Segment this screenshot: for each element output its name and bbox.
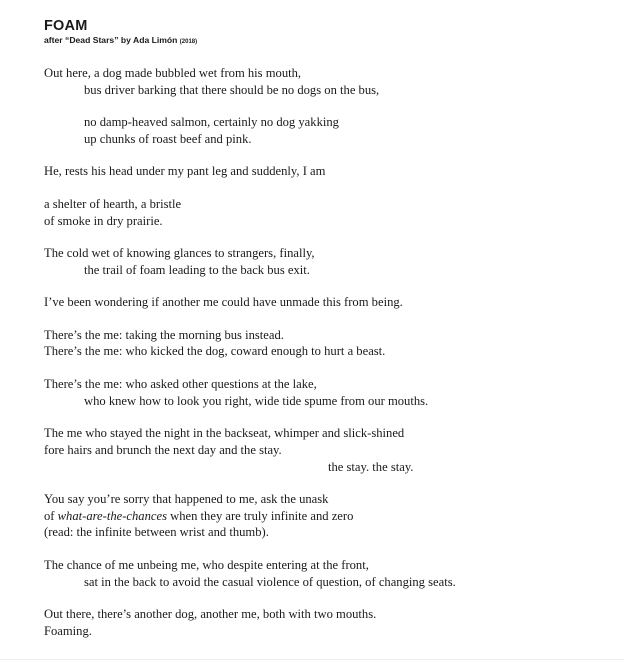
poem-line: You say you’re sorry that happened to me, ask the unask [44,491,329,506]
stanza-10 [44,491,604,541]
stanza-8 [44,376,604,410]
poem-line: the trail of foam leading to the back bus exit. [84,262,310,277]
line-prefix: of [44,508,58,523]
stanza-3 [44,163,604,180]
stanza-11 [44,557,604,591]
subtitle-prefix: after [44,35,66,45]
poem-line: of smoke in dry prairie. [44,213,163,228]
stanza-1 [44,65,604,99]
poem-line: the stay. the stay. [328,459,414,474]
subtitle-work: “Dead Stars” [65,35,119,45]
poem-line: bus driver barking that there should be no dogs on the bus, [84,82,380,97]
poem-line: There’s the me: taking the morning bus instead. [44,327,284,342]
poem-title: FOAM [44,18,88,34]
page-bottom-edge [0,659,624,660]
stanza-9 [44,425,604,475]
poem-line: Out here, a dog made bubbled wet from his mouth, [44,66,302,80]
poem-line: Foaming. [44,623,92,638]
poem-line: The cold wet of knowing glances to strangers, finally, [44,245,315,260]
poem-line: sat in the back to avoid the casual violence of question, of changing seats. [84,574,456,589]
poem-line: I’ve been wondering if another me could have unmade this from being. [44,295,403,310]
stanza-6 [44,294,604,311]
stanza-4 [44,196,604,230]
poem-line: There’s the me: who asked other questions at the lake, [44,376,317,391]
poem-line: There’s the me: who kicked the dog, coward enough to hurt a beast. [44,344,386,359]
poem-page [44,18,604,655]
stanza-5 [44,245,604,279]
poem-body [44,65,604,640]
poem-line: Out there, there’s another dog, another me, both with two mouths. [44,607,377,622]
poem-line: up chunks of roast beef and pink. [84,131,252,146]
poem-line [44,508,604,525]
poem-line: The me who stayed the night in the backseat, whimper and slick-shined [44,425,405,440]
poem-line: fore hairs and brunch the next day and the stay. [44,442,282,457]
stanza-12 [44,606,604,640]
poem-line: who knew how to look you right, wide tide spume from our mouths. [84,393,429,408]
subtitle-author: by Ada Limón [118,35,180,45]
poem-line: (read: the infinite between wrist and thumb). [44,525,269,540]
subtitle-year: (2018) [179,39,198,45]
poem-line: no damp-heaved salmon, certainly no dog yakking [84,115,339,130]
stanza-2 [44,114,604,148]
stanza-7 [44,327,604,361]
italic-phrase: what-are-the-chances [57,508,167,523]
poem-subtitle [44,35,604,48]
poem-line: He, rests his head under my pant leg and suddenly, I am [44,164,326,179]
poem-line: The chance of me unbeing me, who despite entering at the front, [44,557,369,572]
poem-line: a shelter of hearth, a bristle [44,196,182,211]
line-suffix: when they are truly infinite and zero [166,508,354,523]
